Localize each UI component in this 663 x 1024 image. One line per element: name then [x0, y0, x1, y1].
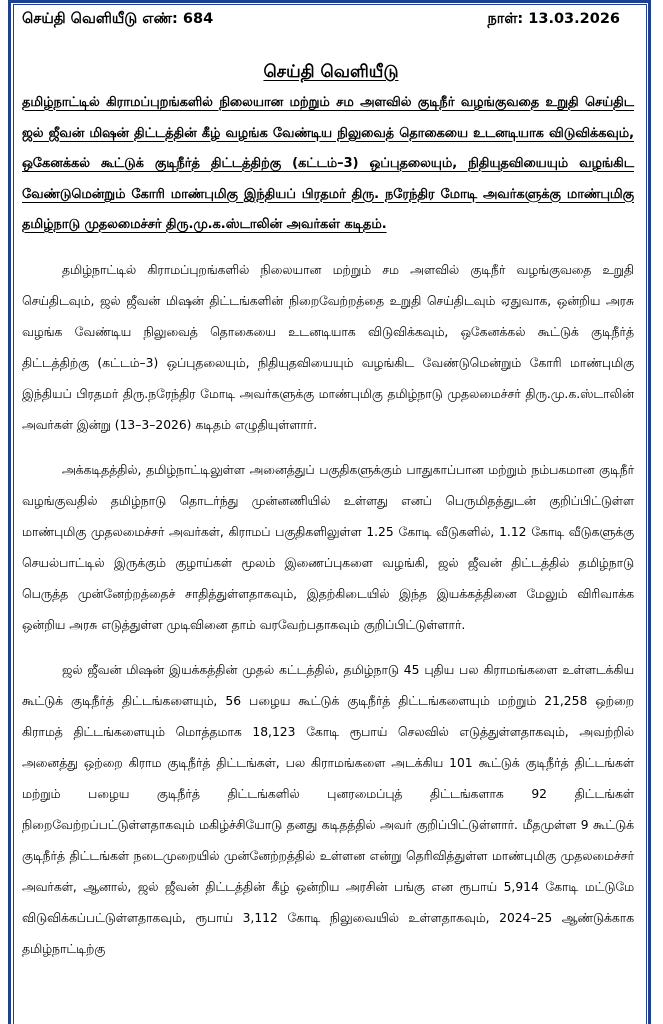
press-release [22, 6, 640, 965]
header-line [22, 6, 640, 32]
summary-heading: தமிழ்நாட்டில் கிராமப்புறங்களில் நிலையான மற்றும் சம அளவில் குடிநீர் வழங்குவதை உறுதி செய்திட ஜல் ஜீவன் மிஷன் திட்டத்தின் கீழ் வழங்க வேண்டிய நிலுவைத் தொகையை உடனடியாக விடுவிக்கவும், ஒகேனக்கல் கூட்டுக் குடிநீர்த் திட்டத்திற்கு (கட்டம்–3) ஒப்புதலையும், நிதியுதவியையும் வழங்கிட வேண்டுமென்றும் கோரி மாண்புமிகு இந்தியப் பிரதமர் திரு. நரேந்திர மோடி அவர்களுக்கு மாண்புமிகு தமிழ்நாடு முதலமைச்சர் திரு.மு.க.ஸ்டாலின் அவர்கள் கடிதம். [22, 95, 634, 232]
paragraph-2: அக்கடிதத்தில், தமிழ்நாட்டிலுள்ள அனைத்துப் பகுதிகளுக்கும் பாதுகாப்பான மற்றும் நம்பகமான குடிநீர் வழங்குவதில் தமிழ்நாடு தொடர்ந்து முன்னணியில் உள்ளது எனப் பெருமிதத்துடன் குறிப்பிட்டுள்ள மாண்புமிகு முதலமைச்சர் அவர்கள், கிராமப் பகுதிகளிலுள்ள 1.25 கோடி வீடுகளில், 1.12 கோடி வீடுகளுக்கு செயல்பாட்டில் இருக்கும் குழாய்கள் மூலம் இணைப்புகளை வழங்கி, ஜல் ஜீவன் திட்டத்தில் தமிழ்நாடு பெருத்த முன்னேற்றத்தைச் சாதித்துள்ளதாகவும், இதற்கிடையில் இந்த இயக்கத்தினை மேலும் விரிவாக்க ஒன்றிய அரசு எடுத்துள்ள முடிவினை தாம் வரவேற்பதாகவும் குறிப்பிட்டுள்ளார். [22, 462, 634, 632]
paragraph-1: தமிழ்நாட்டில் கிராமப்புறங்களில் நிலையான மற்றும் சம அளவில் குடிநீர் வழங்குவதை உறுதி செய்திடவும், ஜல் ஜீவன் மிஷன் திட்டங்களின் நிறைவேற்றத்தை உறுதி செய்திடவும் ஏதுவாக, ஒன்றிய அரசு வழங்க வேண்டிய நிலுவைத் தொகையை உடனடியாக விடுவிக்கவும், ஒகேனக்கல் கூட்டுக் குடிநீர்த் திட்டத்திற்கு (கட்டம்–3) ஒப்புதலையும், நிதியுதவியையும் வழங்கிட வேண்டுமென்றும் கோரி மாண்புமிகு இந்தியப் பிரதமர் திரு.நரேந்திர மோடி அவர்களுக்கு மாண்புமிகு தமிழ்நாடு முதலமைச்சர் திரு.மு.க.ஸ்டாலின் அவர்கள் இன்று (13–3–2026) கடிதம் எழுதியுள்ளார். [22, 262, 634, 432]
document-title: செய்தி வெளியீடு [263, 62, 399, 82]
paragraph-3: ஜல் ஜீவன் மிஷன் இயக்கத்தின் முதல் கட்டத்தில், தமிழ்நாடு 45 புதிய பல கிராமங்களை உள்ளடக்கிய கூட்டுக் குடிநீர்த் திட்டங்களையும், 56 பழைய கூட்டுக் குடிநீர்த் திட்டங்களையும் மற்றும் 21,258 ஒற்றை கிராமத் திட்டங்களையும் மொத்தமாக 18,123 கோடி ரூபாய் செலவில் எடுத்துள்ளதாகவும், அவற்றில் அனைத்து ஒற்றை கிராம குடிநீர்த் திட்டங்கள், பல கிராமங்களை அடக்கிய 101 கூட்டுக் குடிநீர்த் திட்டங்கள் மற்றும் பழைய குடிநீர்த் திட்டங்களில் புனரமைப்புத் திட்டங்களாக 92 திட்டங்கள் நிறைவேற்றப்பட்டுள்ளதாகவும் மகிழ்ச்சியோடு தனது கடிதத்தில் அவர் குறிப்பிட்டுள்ளார். மீதமுள்ள 9 கூட்டுக் குடிநீர்த் திட்டங்கள் நடைமுறையில் முன்னேற்றத்தில் உள்ளன என்று தெரிவித்துள்ள மாண்புமிகு முதலமைச்சர் அவர்கள், ஆனால், ஜல் ஜீவன் திட்டத்தின் கீழ் ஒன்றிய அரசின் பங்கு என ரூபாய் 5,914 கோடி மட்டுமே விடுவிக்கப்பட்டுள்ளதாகவும், ரூபாய் 3,112 கோடி நிலுவையில் உள்ளதாகவும், 2024–25 ஆண்டுக்காக தமிழ்நாட்டிற்கு [22, 662, 634, 956]
release-date: நாள்: 13.03.2026 [487, 11, 620, 27]
release-number: செய்தி வெளியீடு எண்: 684 [22, 11, 214, 27]
